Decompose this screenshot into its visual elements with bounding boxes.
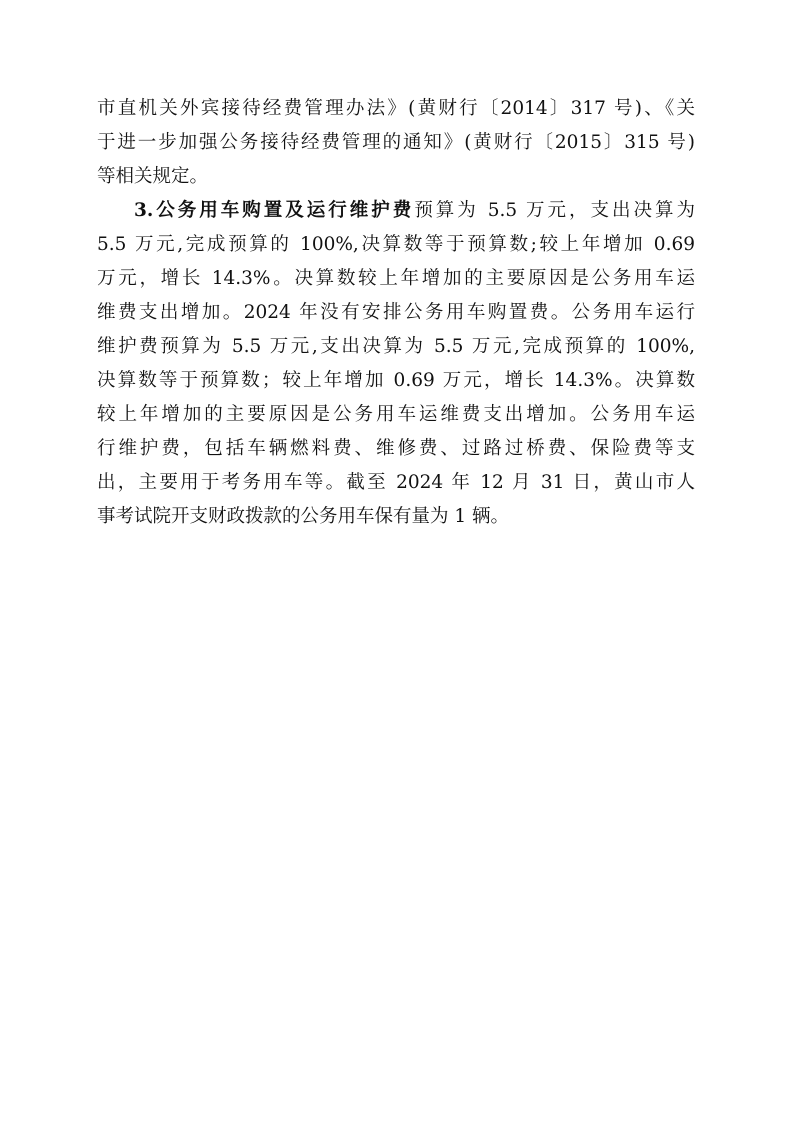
text-line: 5.5 万元,完成预算的 100%,决算数等于预算数;较上年增加 0.69 (97, 234, 695, 255)
text-line: 等相关规定。 (97, 166, 209, 187)
paragraph-vehicle-expenses (97, 194, 695, 534)
text-line: 维护费预算为 5.5 万元,支出决算为 5.5 万元,完成预算的 100%, (97, 336, 695, 357)
text-line: 事考试院开支财政拨款的公务用车保有量为 1 辆。 (97, 506, 510, 527)
text-line: 市直机关外宾接待经费管理办法》(黄财行〔2014〕317 号)、《关 (97, 98, 695, 119)
section-heading: 3.公务用车购置及运行维护费 (134, 200, 415, 221)
body-text (97, 92, 695, 534)
heading-continuation: 预算为 5.5 万元，支出决算为 (414, 200, 695, 221)
text-line: 万元，增长 14.3%。决算数较上年增加的主要原因是公务用车运 (97, 268, 695, 289)
text-line: 出，主要用于考务用车等。截至 2024 年 12 月 31 日，黄山市人 (97, 472, 695, 493)
text-line: 行维护费，包括车辆燃料费、维修费、过路过桥费、保险费等支 (97, 438, 695, 459)
text-line: 维费支出增加。2024 年没有安排公务用车购置费。公务用车运行 (97, 302, 695, 323)
text-line: 于进一步加强公务接待经费管理的通知》(黄财行〔2015〕315 号) (97, 132, 695, 153)
paragraph-regulations (97, 92, 695, 194)
text-line: 决算数等于预算数；较上年增加 0.69 万元，增长 14.3%。决算数 (97, 370, 695, 391)
text-line: 较上年增加的主要原因是公务用车运维费支出增加。公务用车运 (97, 404, 695, 425)
text-line (97, 194, 695, 228)
